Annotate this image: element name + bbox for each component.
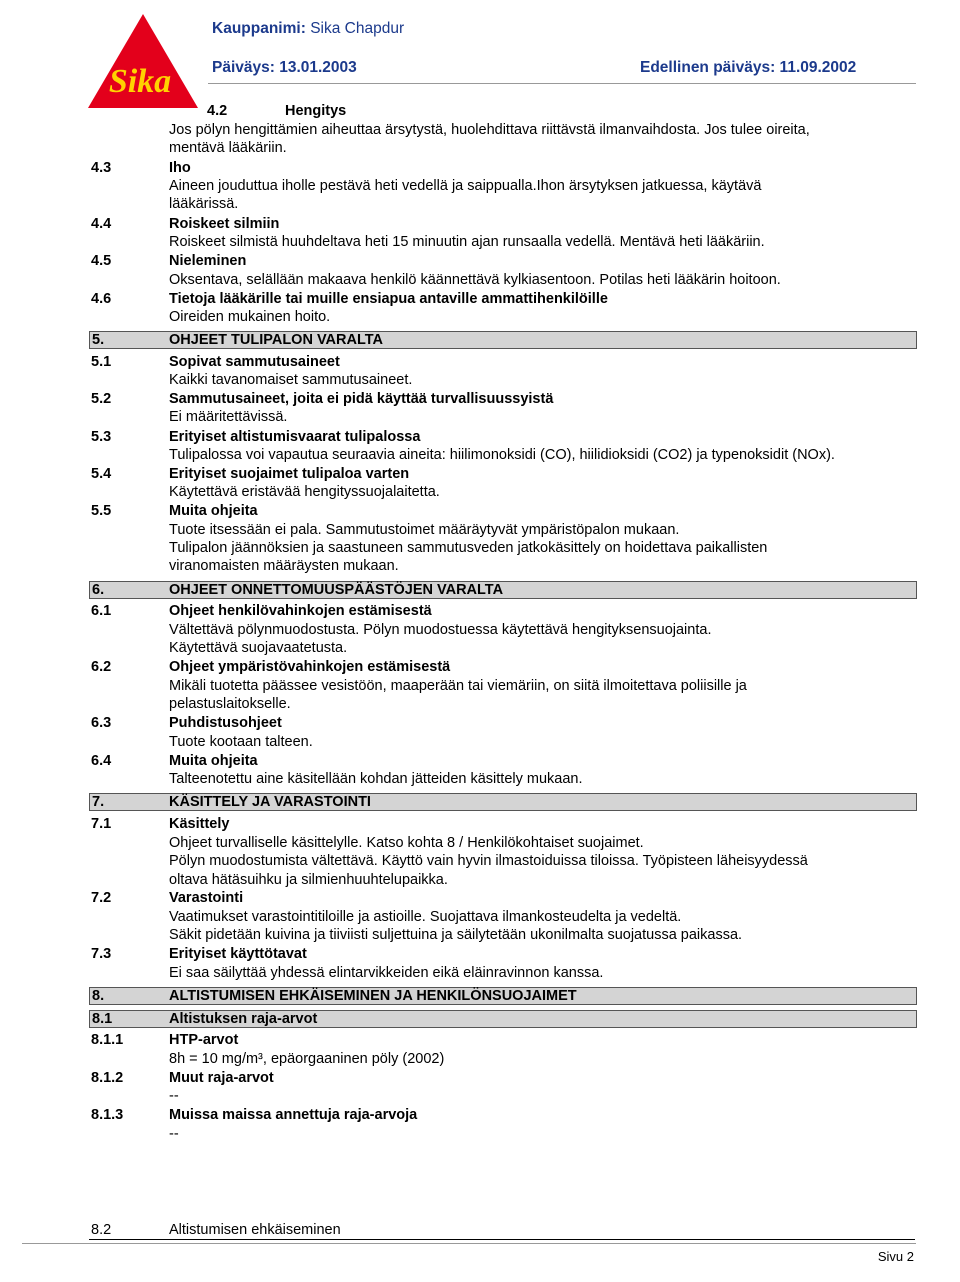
section-text: Tuote itsessään ei pala. Sammutustoimet määräytyvät ympäristöpalon mukaan.: [169, 522, 680, 538]
section-number: 4.6: [91, 291, 112, 307]
section-title: OHJEET ONNETTOMUUSPÄÄSTÖJEN VARALTA: [169, 582, 504, 598]
section-title: HTP-arvot: [169, 1032, 239, 1048]
section-text: mentävä lääkäriin.: [169, 140, 287, 156]
section-text: Kaikki tavanomaiset sammutusaineet.: [169, 372, 413, 388]
logo-text: Sika: [108, 63, 172, 100]
section-text: --: [169, 1088, 179, 1104]
section-title: Sopivat sammutusaineet: [169, 354, 340, 370]
sika-logo: [88, 14, 198, 108]
section-number: 5.4: [91, 466, 112, 482]
section-title: Iho: [169, 160, 191, 176]
section-text: Talteenotettu aine käsitellään kohdan jätteiden käsittely mukaan.: [169, 771, 583, 787]
section-title: Sammutusaineet, joita ei pidä käyttää turvallisuussyistä: [169, 391, 554, 407]
section-title: Muut raja-arvot: [169, 1070, 274, 1086]
section-number: 5.2: [91, 391, 112, 407]
section-title: Varastointi: [169, 890, 244, 906]
section-text: Vaatimukset varastointitiloille ja astioille. Suojattava ilmankosteudelta ja vedeltä.: [169, 909, 682, 925]
section-header: [89, 581, 917, 599]
section-text: Vältettävä pölynmuodostusta. Pölyn muodostuessa käytettävä hengityksensuojainta.: [169, 622, 712, 638]
page-number: Sivu 2: [877, 1249, 914, 1264]
section-text: Ei määritettävissä.: [169, 409, 288, 425]
section-number: 5.3: [91, 429, 112, 445]
section-number: 6.2: [91, 659, 112, 675]
section-text: lääkärissä.: [169, 196, 239, 212]
section-text: Oksentava, selällään makaava henkilö käännettävä kylkiasentoon. Potilas heti lääkärin hoitoon.: [169, 272, 781, 288]
section-title: Roiskeet silmiin: [169, 216, 280, 232]
section-title: Nieleminen: [169, 253, 247, 269]
section-number: 6.3: [91, 715, 112, 731]
section-number: 5.: [92, 332, 105, 348]
section-number: 4.4: [91, 216, 112, 232]
section-number: 8.1.3: [91, 1107, 124, 1123]
trade-name: Kauppanimi: Sika Chapdur: [212, 20, 405, 37]
section-text: Jos pölyn hengittämien aiheuttaa ärsytystä, huolehdittava riittävstä ilmanvaihdosta. Jos tulee oireita,: [169, 122, 810, 138]
section-underline: [89, 1239, 915, 1240]
section-title: Muita ohjeita: [169, 503, 258, 519]
section-number: 5.1: [91, 354, 112, 370]
section-number: 6.1: [91, 603, 112, 619]
section-number: 7.2: [91, 890, 112, 906]
section-text: Käytettävä suojavaatetusta.: [169, 640, 348, 656]
section-title: Muita ohjeita: [169, 753, 258, 769]
section-text: Mikäli tuotetta päässee vesistöön, maaperään tai viemäriin, on siitä ilmoitettava poliisille ja: [169, 678, 747, 694]
section-title: OHJEET TULIPALON VARALTA: [169, 332, 384, 348]
section-title: Ohjeet henkilövahinkojen estämisestä: [169, 603, 432, 619]
section-number: 6.4: [91, 753, 112, 769]
section-title: Erityiset altistumisvaarat tulipalossa: [169, 429, 421, 445]
section-text: --: [169, 1126, 179, 1142]
footer-divider: [22, 1243, 916, 1244]
section-header: [89, 793, 917, 811]
section-number: 4.2: [207, 103, 228, 119]
section-text: 8h = 10 mg/m³, epäorgaaninen pöly (2002): [169, 1051, 445, 1067]
section-number: 7.3: [91, 946, 112, 962]
section-title: Erityiset suojaimet tulipaloa varten: [169, 466, 410, 482]
section-text: Tulipalossa voi vapautua seuraavia aineita: hiilimonoksidi (CO), hiilidioksidi (CO2) ja typenoksidit (NOx).: [169, 447, 835, 463]
section-text: pelastuslaitokselle.: [169, 696, 291, 712]
section-number: 8.1.2: [91, 1070, 124, 1086]
section-number: 6.: [92, 582, 105, 598]
section-number: 4.5: [91, 253, 112, 269]
previous-date: Edellinen päiväys: 11.09.2002: [640, 59, 857, 76]
section-title: Puhdistusohjeet: [169, 715, 282, 731]
section-number: 7.: [92, 794, 105, 810]
section-text: Aineen jouduttua iholle pestävä heti vedellä ja saippualla.Ihon ärsytyksen jatkuessa, käytävä: [169, 178, 762, 194]
section-title: KÄSITTELY JA VARASTOINTI: [169, 794, 371, 810]
section-text: Ei saa säilyttää yhdessä elintarvikkeiden eikä eläinravinnon kanssa.: [169, 965, 604, 981]
section-number: 5.5: [91, 503, 112, 519]
section-title: Altistumisen ehkäiseminen: [169, 1222, 341, 1238]
subsection-header: [89, 1010, 917, 1028]
section-title: Hengitys: [285, 103, 347, 119]
section-text: Roiskeet silmistä huuhdeltava heti 15 minuutin ajan runsaalla vedellä. Mentävä heti lääkäriin.: [169, 234, 765, 250]
section-title: Tietoja lääkärille tai muille ensiapua antaville ammattihenkilöille: [169, 291, 608, 307]
section-text: oltava hätäsuihku ja silmienhuuhtelupaikka.: [169, 872, 448, 888]
section-number: 8.: [92, 988, 105, 1004]
section-number: 8.1: [92, 1011, 113, 1027]
section-number: 7.1: [91, 816, 112, 832]
section-text: Käytettävä eristävää hengityssuojalaitetta.: [169, 484, 440, 500]
section-header: [89, 331, 917, 349]
section-text: Tuote kootaan talteen.: [169, 734, 313, 750]
date: Päiväys: 13.01.2003: [212, 59, 357, 76]
section-number: 8.1.1: [91, 1032, 124, 1048]
section-text: Pölyn muodostumista vältettävä. Käyttö vain hyvin ilmastoiduissa tiloissa. Työpisteen läheisyydessä: [169, 853, 808, 869]
section-text: Tulipalon jäännöksien ja saastuneen sammutusveden jatkokäsittely on hoidettava paikallisten: [169, 540, 768, 556]
section-title: Ohjeet ympäristövahinkojen estämisestä: [169, 659, 451, 675]
section-title: Erityiset käyttötavat: [169, 946, 307, 962]
section-text: viranomaisten määräysten mukaan.: [169, 558, 399, 574]
section-number: 4.3: [91, 160, 112, 176]
header-divider: [208, 83, 916, 84]
section-title: Käsittely: [169, 816, 230, 832]
section-number: 8.2: [91, 1222, 112, 1238]
section-title: Altistuksen raja-arvot: [169, 1011, 318, 1027]
section-title: ALTISTUMISEN EHKÄISEMINEN JA HENKILÖNSUOJAIMET: [169, 988, 577, 1004]
section-text: Oireiden mukainen hoito.: [169, 309, 331, 325]
section-title: Muissa maissa annettuja raja-arvoja: [169, 1107, 418, 1123]
section-text: Säkit pidetään kuivina ja tiiviisti suljettuina ja säilytetään ukonilmalta suojatussa paikassa.: [169, 927, 743, 943]
section-text: Ohjeet turvalliselle käsittelylle. Katso kohta 8 / Henkilökohtaiset suojaimet.: [169, 835, 644, 851]
section-header: [89, 987, 917, 1005]
